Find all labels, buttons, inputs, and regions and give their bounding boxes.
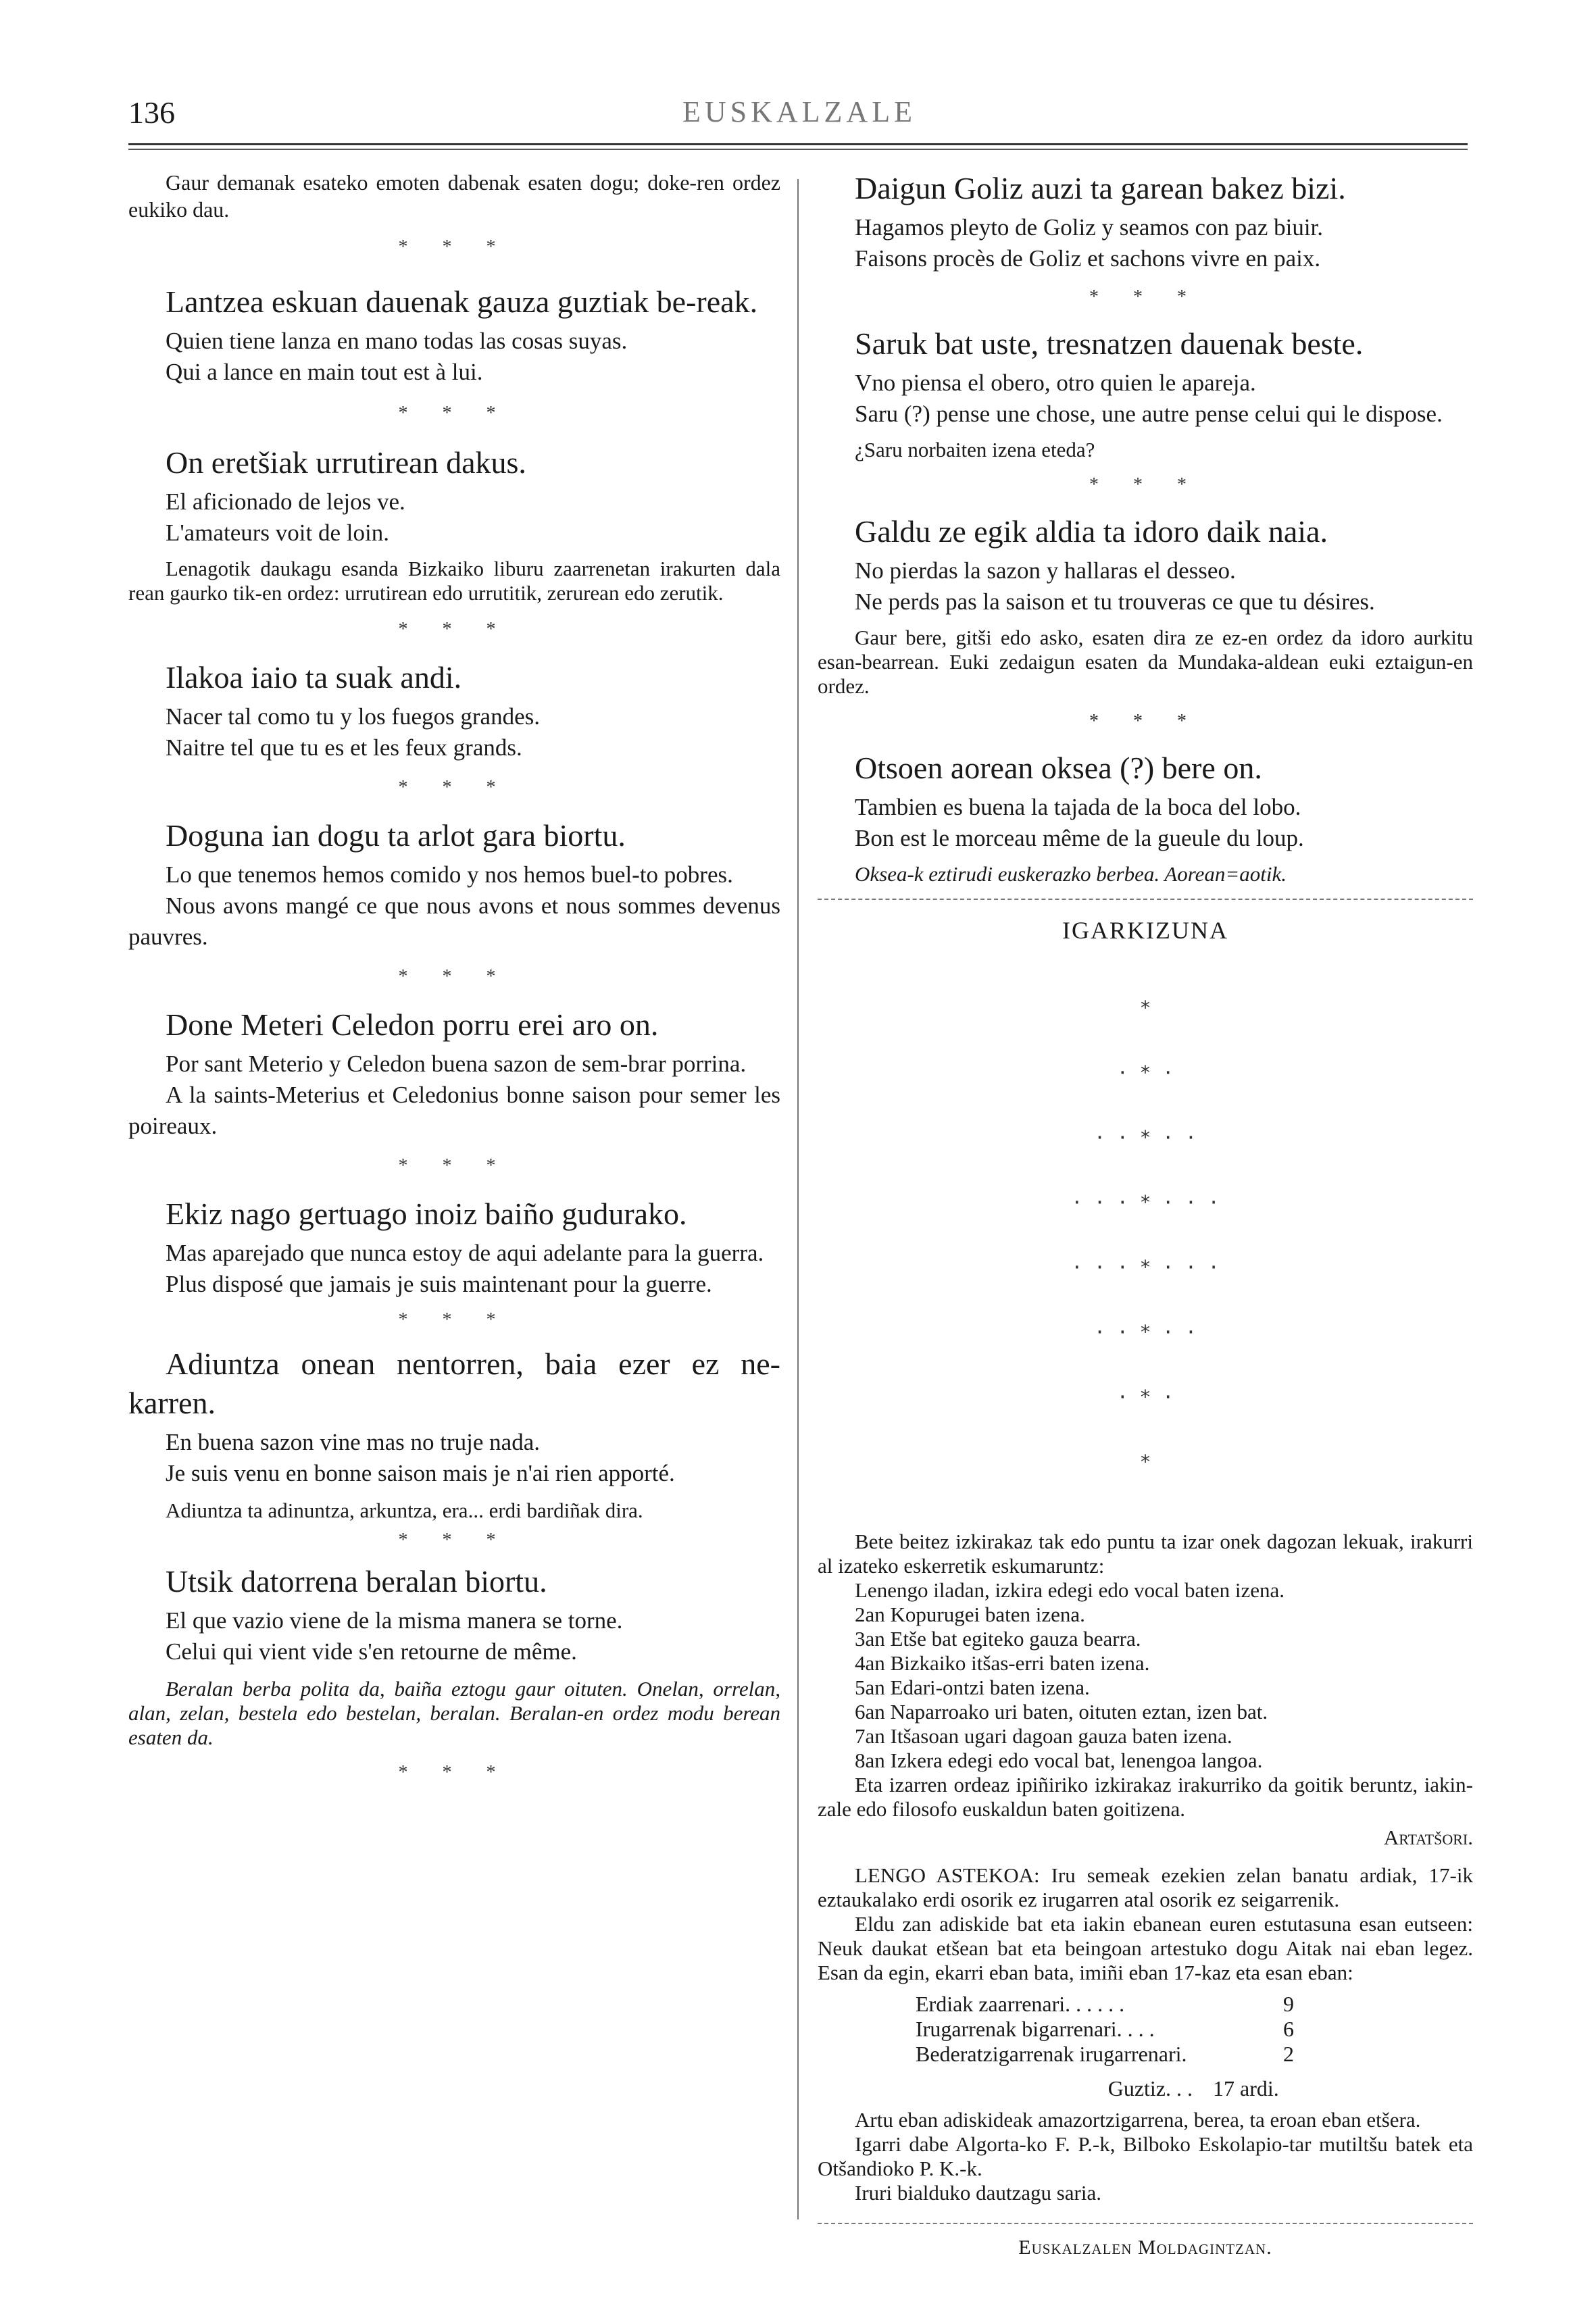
proverb-basque: Done Meteri Celedon porru erei aro on.	[166, 1007, 659, 1042]
answers-title: LENGO ASTEKOA:	[855, 1863, 1040, 1887]
proverb-block	[818, 749, 1473, 886]
list-item: 8an Izkera edegi edo vocal bat, lenengoa langoa.	[855, 1749, 1263, 1772]
header-rule-thin	[128, 149, 1468, 150]
proverb-block	[128, 282, 780, 388]
proverb-french: Naitre tel que tu es et les feux grands.	[166, 734, 522, 761]
table-row	[916, 2017, 1294, 2042]
proverb-block	[818, 512, 1473, 699]
puzzle-grid-row: · · · * · · ·	[1071, 1191, 1220, 1213]
proverb-basque: Doguna ian dogu ta arlot gara biortu.	[166, 818, 626, 853]
proverb-block	[128, 1194, 780, 1300]
puzzle-grid-row: · * ·	[1116, 1061, 1174, 1084]
puzzle-grid-row: · · * · ·	[1094, 1321, 1197, 1343]
list-item: 6an Naparroako uri baten, oituten eztan, izen bat.	[855, 1700, 1268, 1724]
stars-divider: * * *	[398, 1762, 511, 1783]
stars-divider: * * *	[398, 1530, 511, 1551]
proverb-block	[128, 1562, 780, 1750]
proverb-french: Nous avons mangé ce que nous avons et nous sommes devenus pauvres.	[128, 892, 780, 950]
proverb-block	[128, 443, 780, 605]
row-label: Bederatzigarrenak irugarrenari.	[916, 2042, 1187, 2066]
puzzle-grid-row: · * ·	[1116, 1386, 1174, 1408]
total-label: Guztiz. . .	[1107, 2076, 1193, 2101]
stars-divider: * * *	[1089, 474, 1201, 495]
stars-divider: * * *	[398, 236, 511, 257]
row-value: 2	[1283, 2042, 1294, 2066]
proverb-spanish: En buena sazon vine mas no truje nada.	[166, 1429, 540, 1455]
stars-divider: * * *	[1089, 286, 1201, 307]
intro-note: Gaur demanak esateko emoten dabenak esaten dogu; doke-ren ordez eukiko dau.	[128, 170, 780, 222]
answers-paragraph: Artu eban adiskideak amazortzigarrena, berea, ta eroan eban etšera.	[855, 2108, 1421, 2132]
proverb-basque: Daigun Goliz auzi ta garean bakez bizi.	[855, 171, 1346, 205]
puzzle-signature: Artatšori.	[1383, 1826, 1473, 1849]
proverb-spanish: Nacer tal como tu y los fuegos grandes.	[166, 703, 541, 730]
proverb-note: ¿Saru norbaiten izena eteda?	[855, 438, 1095, 461]
footer-divider	[818, 2223, 1473, 2224]
row-label: Irugarrenak bigarrenari. . . .	[916, 2017, 1155, 2041]
list-item: 3an Etše bat egiteko gauza bearra.	[855, 1627, 1141, 1651]
right-column	[818, 169, 1473, 2259]
stars-divider: * * *	[398, 1155, 511, 1176]
row-value: 6	[1283, 2017, 1294, 2041]
printer-footer: Euskalzalen Moldagintzan.	[1018, 2236, 1272, 2259]
answers-paragraph: Eldu zan adiskide bat eta iakin ebanean euren estutasuna esan eutseen: Neuk daukat etšean bat eta beingoan artestuko dogu Aitak nai eban legez. Esan da egin, ekarri eban bata, imiñi eban 17-kaz eta esan eban:	[818, 1912, 1473, 1984]
proverb-basque: Galdu ze egik aldia ta idoro daik naia.	[855, 514, 1328, 549]
list-item: 7an Itšasoan ugari dagoan gauza baten izena.	[855, 1724, 1232, 1748]
section-divider	[818, 899, 1473, 900]
answers-table	[916, 1992, 1473, 2101]
proverb-note: Beralan berba polita da, baiña eztogu gaur oituten. Onelan, orrelan, alan, zelan, bestela edo bestelan, beralan. Beralan-en ordez modu berean esaten da.	[128, 1677, 780, 1749]
proverb-spanish: El aficionado de lejos ve.	[166, 488, 405, 515]
puzzle-grid-row: *	[1139, 1451, 1151, 1473]
proverb-basque: Adiuntza onean nentorren, baia ezer ez ne-karren.	[128, 1347, 780, 1420]
header-rule	[128, 143, 1468, 145]
answers-section	[818, 1863, 1473, 2205]
stars-divider: * * *	[398, 1309, 511, 1330]
page-number: 136	[128, 95, 175, 130]
proverb-note: Gaur bere, gitši edo asko, esaten dira ze ez-en ordez da idoro aurkitu esan-bearrean. Euki zedaigun esaten da Mundaka-aldean euki eztaigun-en ordez.	[818, 626, 1473, 698]
list-item: 4an Bizkaiko itšas-erri baten izena.	[855, 1651, 1150, 1675]
table-row	[916, 2042, 1294, 2067]
proverb-basque: Saruk bat uste, tresnatzen dauenak beste.	[855, 326, 1364, 361]
puzzle-grid	[818, 954, 1473, 1516]
puzzle-instructions: Bete beitez izkirakaz tak edo puntu ta izar onek dagozan lekuak, irakurri al izateko eskerretik eskumaruntz:	[818, 1530, 1473, 1578]
puzzle-items	[818, 1578, 1473, 1773]
stars-divider: * * *	[398, 966, 511, 987]
proverb-spanish: Lo que tenemos hemos comido y nos hemos buel-to pobres.	[166, 861, 733, 888]
proverb-french: Qui a lance en main tout est à lui.	[166, 359, 483, 385]
answers-paragraph	[818, 1863, 1473, 1912]
proverb-spanish: Por sant Meterio y Celedon buena sazon de sem-brar porrina.	[166, 1051, 747, 1077]
proverb-spanish: Tambien es buena la tajada de la boca del lobo.	[855, 794, 1301, 820]
stars-divider: * * *	[1089, 711, 1201, 732]
proverb-spanish: Mas aparejado que nunca estoy de aqui adelante para la guerra.	[166, 1240, 764, 1266]
proverb-block	[818, 169, 1473, 274]
puzzle-grid-row: · · * · ·	[1094, 1126, 1197, 1149]
proverb-basque: Otsoen aorean oksea (?) bere on.	[855, 751, 1262, 785]
proverb-french: Bon est le morceau même de la gueule du loup.	[855, 825, 1304, 851]
table-row	[916, 1992, 1294, 2017]
left-column	[128, 169, 780, 1784]
answers-paragraph: Iruri bialduko dautzagu saria.	[855, 2181, 1101, 2205]
proverb-spanish: No pierdas la sazon y hallaras el desseo.	[855, 557, 1236, 584]
proverb-block	[128, 658, 780, 763]
proverb-basque: Utsik datorrena beralan biortu.	[166, 1564, 547, 1599]
proverb-french: A la saints-Meterius et Celedonius bonne saison pour semer les poireaux.	[128, 1082, 780, 1139]
proverb-spanish: El que vazio viene de la misma manera se torne.	[166, 1607, 623, 1634]
puzzle-grid-row: · · · * · · ·	[1071, 1256, 1220, 1278]
stars-divider: * * *	[398, 403, 511, 424]
list-item: 2an Kopurugei baten izena.	[855, 1603, 1085, 1626]
row-label: Erdiak zaarrenari. . . . . .	[916, 1992, 1125, 2016]
total-row	[916, 2076, 1294, 2101]
proverb-basque: On eretšiak urrutirean dakus.	[166, 445, 526, 480]
proverb-french: Je suis venu en bonne saison mais je n'ai rien apporté.	[166, 1460, 675, 1486]
list-item: 5an Edari-ontzi baten izena.	[855, 1676, 1090, 1699]
proverb-french: Celui qui vient vide s'en retourne de même.	[166, 1638, 577, 1665]
stars-divider: * * *	[398, 619, 511, 640]
proverb-spanish: Quien tiene lanza en mano todas las cosas suyas.	[166, 328, 628, 354]
row-value: 9	[1283, 1992, 1294, 2016]
proverb-block	[128, 816, 780, 953]
list-item: Lenengo iladan, izkira edegi edo vocal baten izena.	[855, 1578, 1285, 1602]
answers-paragraph: Igarri dabe Algorta-ko F. P.-k, Bilboko Eskolapio-tar mutiltšu batek eta Otšandioko P. K.-k.	[818, 2132, 1473, 2180]
column-separator	[797, 179, 799, 2219]
stars-divider: * * *	[398, 777, 511, 798]
proverb-basque: Ilakoa iaio ta suak andi.	[166, 660, 462, 695]
puzzle-section	[818, 916, 1473, 1850]
puzzle-grid-row: *	[1139, 997, 1151, 1019]
puzzle-title: IGARKIZUNA	[1062, 917, 1228, 944]
proverb-french: Ne perds pas la saison et tu trouveras ce que tu désires.	[855, 588, 1375, 615]
proverb-block	[128, 1005, 780, 1142]
proverb-basque: Ekiz nago gertuago inoiz baiño gudurako.	[166, 1197, 687, 1231]
answers-text: Iru semeak ezekien zelan banatu ardiak, 17-ik eztaukalako erdi osorik ez irugarren atal osorik ez seigarrenik.	[818, 1863, 1473, 1911]
proverb-french: L'amateurs voit de loin.	[166, 520, 389, 546]
puzzle-closing: Eta izarren ordeaz ipiñiriko izkirakaz irakurriko da goitik beruntz, iakin-zale edo filosofo euskaldun baten goitizena.	[818, 1773, 1473, 1821]
proverb-french: Plus disposé que jamais je suis maintenant pour la guerre.	[166, 1271, 712, 1297]
running-title: EUSKALZALE	[682, 95, 916, 128]
proverb-block	[128, 1344, 780, 1523]
total-value: 17 ardi.	[1213, 2076, 1279, 2101]
proverb-note: Adiuntza ta adinuntza, arkuntza, era... erdi bardiñak dira.	[166, 1499, 643, 1522]
proverb-french: Faisons procès de Goliz et sachons vivre en paix.	[855, 245, 1321, 272]
proverb-note: Lenagotik daukagu esanda Bizkaiko liburu zaarrenetan irakurten dala rean gaurko tik-en ordez: urrutirean edo urrutitik, zerurean edo zerutik.	[128, 557, 780, 605]
proverb-note: Oksea-k eztirudi euskerazko berbea. Aorean=aotik.	[855, 862, 1287, 886]
proverb-block	[818, 324, 1473, 462]
proverb-spanish: Vno piensa el obero, otro quien le apareja.	[855, 370, 1256, 396]
proverb-spanish: Hagamos pleyto de Goliz y seamos con paz biuir.	[855, 214, 1324, 241]
proverb-french: Saru (?) pense une chose, une autre pense celui qui le dispose.	[855, 401, 1443, 427]
proverb-basque: Lantzea eskuan dauenak gauza guztiak be-reak.	[166, 284, 758, 319]
